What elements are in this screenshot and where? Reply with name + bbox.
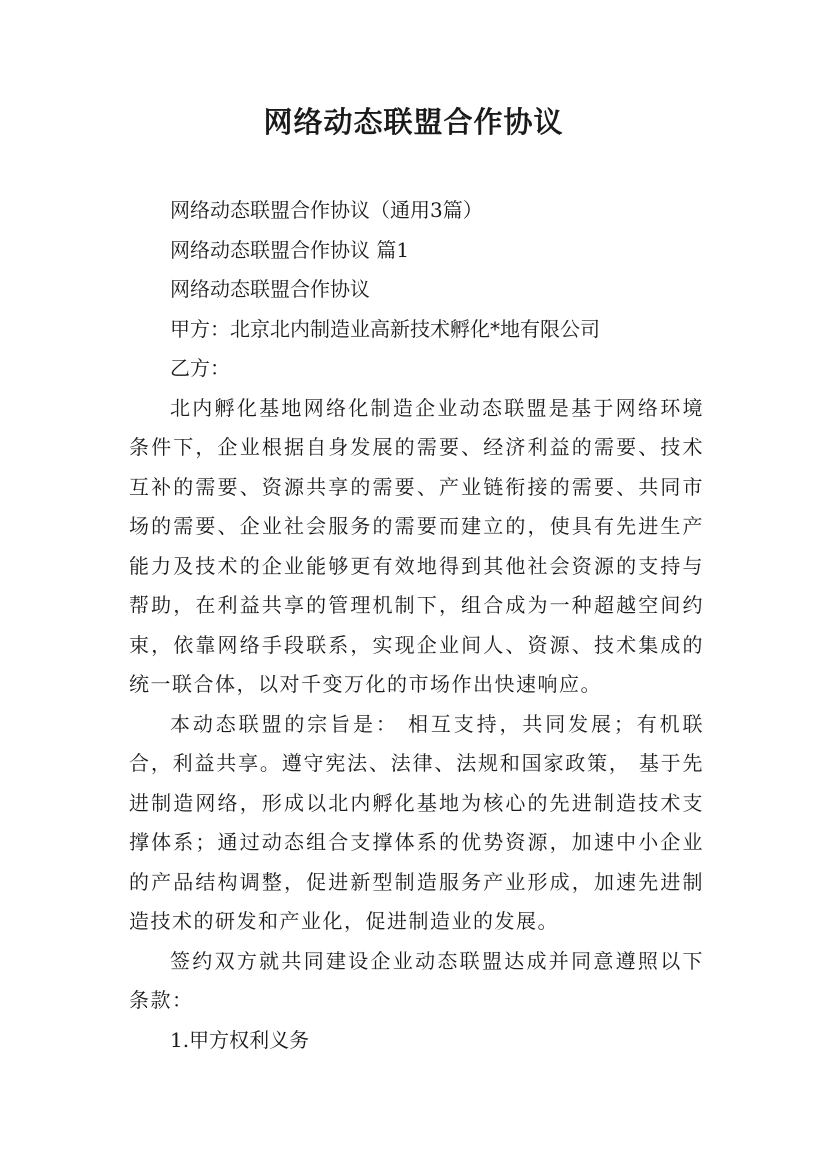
document-body [129, 191, 704, 1060]
clause-heading: 1.甲方权利义务 [170, 1027, 310, 1052]
body-paragraph: 本动态联盟的宗旨是： 相互支持，共同发展；有机联合，利益共享。遵守宪法、法律、法规和国家政策， 基于先进制造网络，形成以北内孵化基地为核心的先进制造技术支撑体系；通过动态组合支撑体系的优势资源，加速中小企业的产品结构调整，促进新型制造服务产业形成，加速先进制造技术的研发和产业化，促进制造业的发展。 [129, 711, 704, 933]
party-b-line: 乙方： [170, 356, 230, 380]
intro-line-heading: 网络动态联盟合作协议（通用3篇） [170, 198, 483, 222]
body-paragraph: 签约双方就共同建设企业动态联盟达成并同意遵照以下条款： [129, 948, 704, 1012]
party-a-line: 甲方：北京北内制造业高新技术孵化*地有限公司 [170, 316, 600, 341]
intro-line-subtitle: 网络动态联盟合作协议 [170, 277, 370, 301]
document-title: 网络动态联盟合作协议 [263, 105, 564, 139]
intro-line-part: 网络动态联盟合作协议 篇1 [170, 237, 410, 262]
body-paragraph: 北内孵化基地网络化制造企业动态联盟是基于网络环境条件下，企业根据自身发展的需要、经济利益的需要、技术互补的需要、资源共享的需要、产业链衔接的需要、共同市场的需要、企业社会服务的需要而建立的，使具有先进生产能力及技术的企业能够更有效地得到其他社会资源的支持与帮助，在利益共享的管理机制下，组合成为一种超越空间约束，依靠网络手段联系，实现企业间人、资源、技术集成的统一联合体，以对千变万化的市场作出快速响应。 [129, 395, 704, 696]
